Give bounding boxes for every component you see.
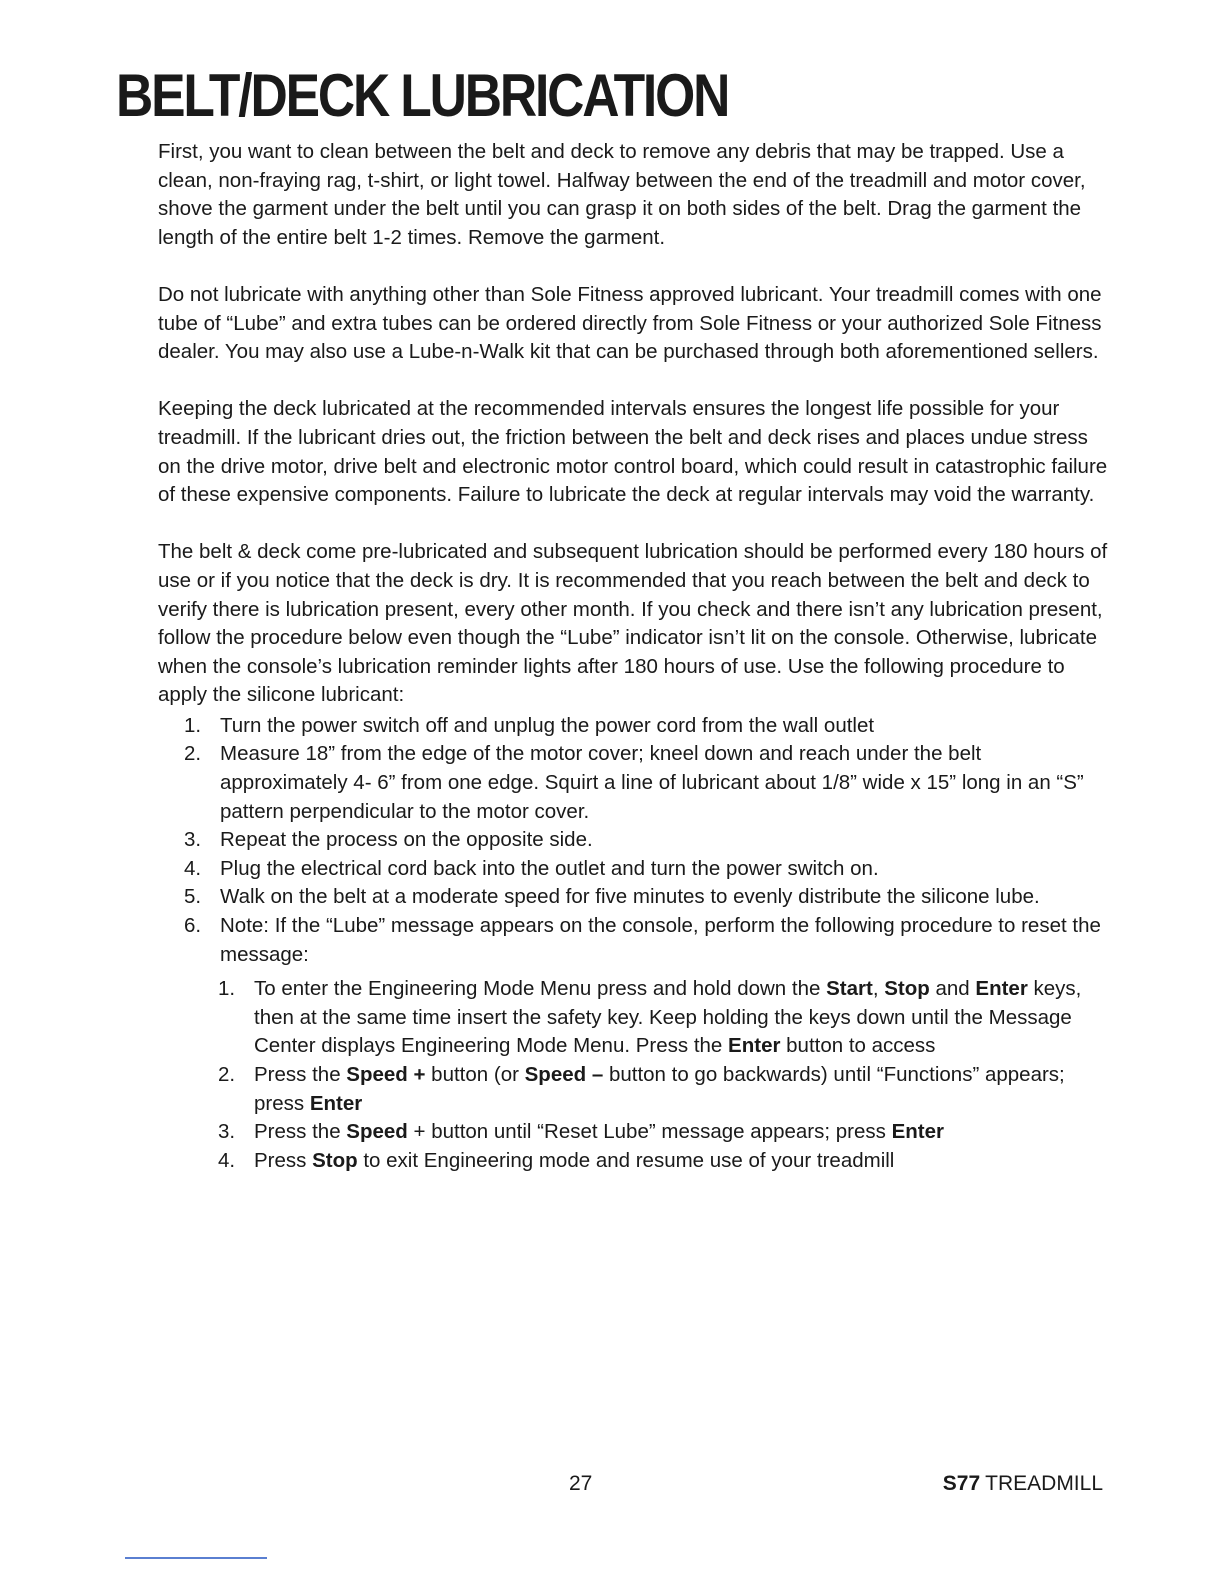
paragraph-approved-lubricant: Do not lubricate with anything other than Sole Fitness approved lubricant. Your treadmill comes with one tube of “Lube” and extra tubes can be ordered directly from Sole Fitness or your authorized Sole Fitness dealer. You may also use a Lube-n-Walk kit that can be purchased through both aforementioned sellers. — [158, 282, 1102, 364]
substep-text: + button until “Reset Lube” message appears; press — [407, 1120, 892, 1144]
stop-key-label: Stop — [884, 977, 930, 1001]
procedure-step — [158, 826, 1108, 855]
substep-number: 4. — [218, 1148, 236, 1172]
substep-text: button to go backwards) until “Functions” appears; press — [254, 1063, 1065, 1115]
substep-text: button (or — [425, 1063, 525, 1086]
product-label: TREADMILL — [985, 1472, 1103, 1495]
footer-product-name — [943, 1472, 1103, 1496]
reset-substep — [158, 1147, 1108, 1176]
enter-key-label: Enter — [891, 1120, 944, 1144]
speed-plus-key-label: Speed + — [346, 1063, 426, 1086]
enter-key-label: Enter — [309, 1091, 363, 1115]
substep-text: To enter the Engineering Mode Menu press and hold down the — [254, 977, 827, 1001]
reset-lube-substeps — [158, 975, 1108, 1175]
substep-text: Press the — [254, 1063, 347, 1086]
substep-text: to exit Engineering mode and resume use of your treadmill — [357, 1148, 895, 1172]
document-body — [158, 138, 1108, 1175]
step-number: 5. — [184, 885, 202, 909]
substep-text: keys, then at the same time insert the safety key. Keep holding the keys down until the Message Center displays Engineering Mode Menu. Press the — [254, 977, 1082, 1058]
step-number: 3. — [184, 828, 202, 852]
substep-number: 3. — [218, 1120, 236, 1144]
reset-substep — [158, 1118, 1108, 1147]
procedure-step — [158, 740, 1108, 826]
procedure-step — [158, 855, 1108, 884]
page-number: 27 — [569, 1472, 593, 1495]
procedure-steps — [158, 712, 1108, 969]
footer-rule — [125, 1557, 267, 1559]
step-number: 2. — [184, 742, 202, 766]
paragraph-lubrication-importance: Keeping the deck lubricated at the recommended intervals ensures the longest life possible for your treadmill. If the lubricant dries out, the friction between the belt and deck rises and places undue stress on the drive motor, drive belt and electronic motor control board, which could result in catastrophic failure of these expensive components. Failure to lubricate the deck at regular intervals may void the warranty. — [158, 397, 1108, 507]
paragraph-cleaning: First, you want to clean between the belt and deck to remove any debris that may be trapped. Use a clean, non-fraying rag, t-shirt, or light towel. Halfway between the end of the treadmill and motor cover, shove the garment under the belt until you can grasp it on both sides of the belt. Drag the garment the length of the entire belt 1-2 times. Remove the garment. — [158, 140, 1086, 249]
procedure-step — [158, 883, 1108, 912]
step-text: Walk on the belt at a moderate speed for five minutes to evenly distribute the silicone lube. — [220, 885, 1040, 909]
enter-key-label: Enter — [975, 977, 1028, 1001]
speed-key-label: Speed — [346, 1120, 408, 1144]
step-text: Note: If the “Lube” message appears on the console, perform the following procedure to reset the message: — [220, 914, 1101, 966]
substep-text: , — [872, 977, 885, 1001]
step-text: Turn the power switch off and unplug the power cord from the wall outlet — [220, 713, 875, 737]
speed-minus-key-label: Speed – — [524, 1063, 604, 1086]
page-title: BELT/DECK LUBRICATION — [116, 62, 729, 129]
substep-number: 1. — [218, 977, 236, 1001]
stop-key-label: Stop — [312, 1148, 358, 1172]
substep-text: button to access — [780, 1034, 936, 1058]
substep-number: 2. — [218, 1063, 236, 1086]
step-text: Plug the electrical cord back into the outlet and turn the power switch on. — [220, 856, 879, 880]
procedure-step — [158, 912, 1108, 969]
enter-key-label: Enter — [728, 1034, 781, 1058]
step-text: Measure 18” from the edge of the motor cover; kneel down and reach under the belt approximately 4- 6” from one edge. Squirt a line of lubricant about 1/8” wide x 15” long in an “S” pattern perpendicular to the motor cover. — [220, 742, 1084, 823]
step-text: Repeat the process on the opposite side. — [220, 828, 593, 852]
substep-text: and — [929, 977, 976, 1001]
reset-substep — [158, 975, 1108, 1061]
substep-text: Press the — [254, 1120, 347, 1144]
paragraph-lubrication-schedule: The belt & deck come pre-lubricated and subsequent lubrication should be performed every 180 hours of use or if you notice that the deck is dry. It is recommended that you reach between the belt and deck to verify there is lubrication present, every other month. If you check and there isn’t any lubrication present, follow the procedure below even though the “Lube” indicator isn’t lit on the console. Otherwise, lubricate when the console’s lubrication reminder lights after 180 hours of use. Use the following procedure to apply the silicone lubricant: — [158, 540, 1108, 707]
model-number: S77 — [942, 1472, 981, 1495]
step-number: 4. — [184, 856, 202, 880]
reset-substep — [158, 1061, 1108, 1118]
step-number: 6. — [184, 914, 202, 938]
procedure-step — [158, 712, 1108, 741]
substep-text: Press — [254, 1148, 313, 1172]
start-key-label: Start — [826, 977, 873, 1001]
step-number: 1. — [184, 713, 202, 737]
